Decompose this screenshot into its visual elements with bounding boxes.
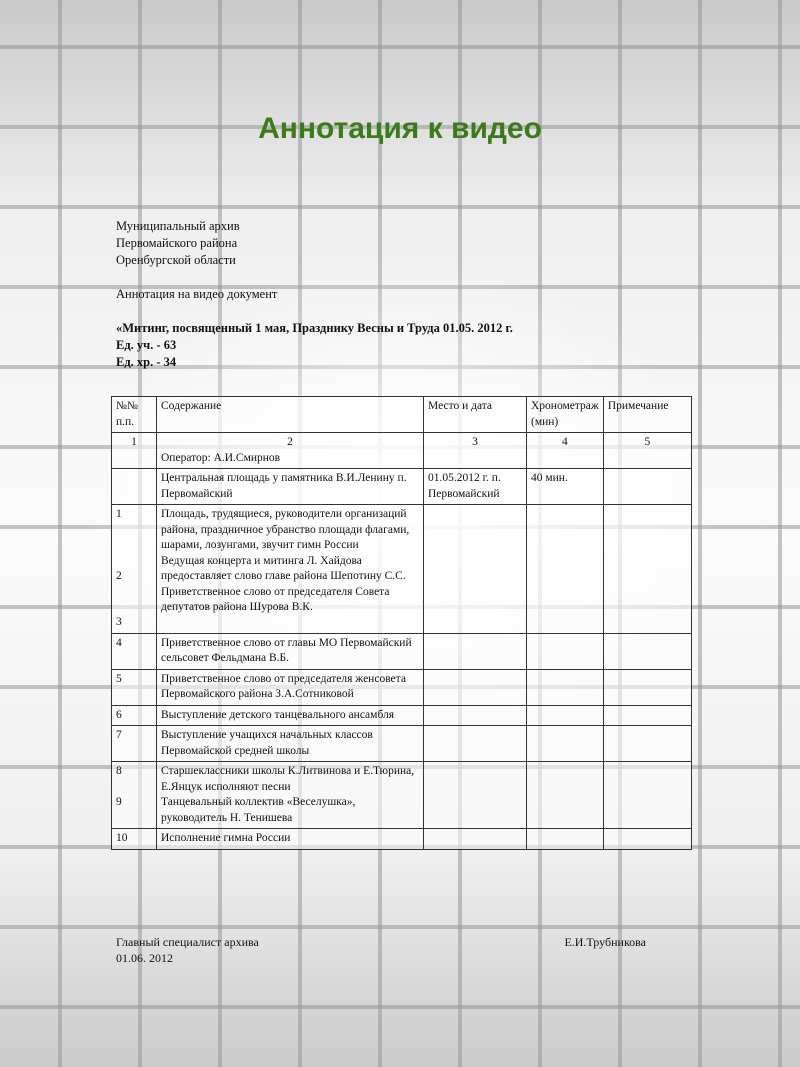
- org-line-1: Муниципальный архив: [116, 219, 240, 233]
- event-title: «Митинг, посвященный 1 мая, Празднику Весны и Труда 01.05. 2012 г.: [116, 321, 513, 335]
- row-number: 10: [112, 829, 157, 850]
- row-content: Приветственное слово от главы МО Первомайский сельсовет Фельдмана В.Б.: [157, 633, 424, 669]
- table-header-row: [112, 397, 692, 433]
- row-number: 7: [112, 726, 157, 762]
- document-footer: [116, 934, 646, 966]
- row-number: 4: [112, 633, 157, 669]
- table-row: [112, 669, 692, 705]
- table-cell: [527, 505, 604, 634]
- table-cell: [424, 505, 527, 634]
- table-cell: [603, 633, 691, 669]
- col-number: 5: [603, 433, 691, 469]
- table-row: [112, 705, 692, 726]
- col-header-content: Содержание: [157, 397, 424, 433]
- col-number: 3: [424, 433, 527, 469]
- col-header-note: Примечание: [603, 397, 691, 433]
- table-cell: [603, 669, 691, 705]
- table-cell: [527, 726, 604, 762]
- storage-unit: Ед. уч. - 63: [116, 338, 177, 352]
- duration: 40 мин.: [527, 469, 604, 505]
- table-cell: [424, 829, 527, 850]
- col-number-content-cell: [157, 433, 424, 469]
- row-content: Выступление учащихся начальных классов Первомайской средней школы: [157, 726, 424, 762]
- table-cell: [603, 505, 691, 634]
- row-content: Приветственное слово от председателя женсовета Первомайского района З.А.Сотниковой: [157, 669, 424, 705]
- table-cell: [424, 633, 527, 669]
- table-cell: [424, 705, 527, 726]
- col-header-duration: Хронометраж (мин): [527, 397, 604, 433]
- table-cell: [527, 762, 604, 829]
- table-row: [112, 829, 692, 850]
- org-line-2: Первомайского района: [116, 236, 238, 250]
- place-date: 01.05.2012 г. п. Первомайский: [424, 469, 527, 505]
- table-row: [112, 505, 692, 634]
- storage-item: Ед. хр. - 34: [116, 355, 177, 369]
- table-cell: [527, 705, 604, 726]
- col-number: 2: [287, 436, 293, 448]
- signature-date: 01.06. 2012: [116, 951, 173, 965]
- row-content: Площадь, трудящиеся, руководители организаций района, праздничное убранство площади флагами, шарами, лозунгами, звучит гимн России Ведущая концерта и митинга Л. Хайдова предоставляет слово главе района Шепотину С.С. Приветственное слово от председателя Совета депутатов района Шурова В.К.: [157, 505, 424, 634]
- row-number: 8 9: [112, 762, 157, 829]
- place-content: Центральная площадь у памятника В.И.Ленину п. Первомайский: [157, 469, 424, 505]
- doc-type: Аннотация на видео документ: [116, 287, 278, 301]
- table-cell: [527, 669, 604, 705]
- table-cell: [424, 669, 527, 705]
- col-number: 4: [527, 433, 604, 469]
- row-content: Выступление детского танцевального ансамбля: [157, 705, 424, 726]
- row-number: 6: [112, 705, 157, 726]
- signer-position: Главный специалист архива: [116, 935, 259, 949]
- col-header-place: Место и дата: [424, 397, 527, 433]
- document-header: [116, 218, 676, 371]
- table-cell: [112, 469, 157, 505]
- annotation-table: [111, 396, 692, 850]
- table-cell: [603, 829, 691, 850]
- slide-title: Аннотация к видео: [258, 112, 542, 145]
- row-number: 5: [112, 669, 157, 705]
- signer-name: Е.И.Трубникова: [564, 935, 646, 949]
- row-content: Исполнение гимна России: [157, 829, 424, 850]
- table-row: [112, 762, 692, 829]
- table-cell: [603, 726, 691, 762]
- col-number: 1: [112, 433, 157, 469]
- col-header-num: №№ п.п.: [112, 397, 157, 433]
- table-cell: [527, 633, 604, 669]
- table-cell: [603, 705, 691, 726]
- column-numbers-row: [112, 433, 692, 469]
- place-row: [112, 469, 692, 505]
- table-cell: [424, 762, 527, 829]
- table-cell: [424, 726, 527, 762]
- table-row: [112, 633, 692, 669]
- table-cell: [603, 762, 691, 829]
- operator: Оператор: А.И.Смирнов: [161, 451, 281, 464]
- org-line-3: Оренбургской области: [116, 253, 236, 267]
- table-cell: [603, 469, 691, 505]
- row-number: 1 2 3: [112, 505, 157, 634]
- table-row: [112, 726, 692, 762]
- row-content: Старшеклассники школы К.Литвинова и Е.Тюрина, Е.Янцук исполняют песни Танцевальный коллектив «Веселушка», руководитель Н. Тенишева: [157, 762, 424, 829]
- table-cell: [527, 829, 604, 850]
